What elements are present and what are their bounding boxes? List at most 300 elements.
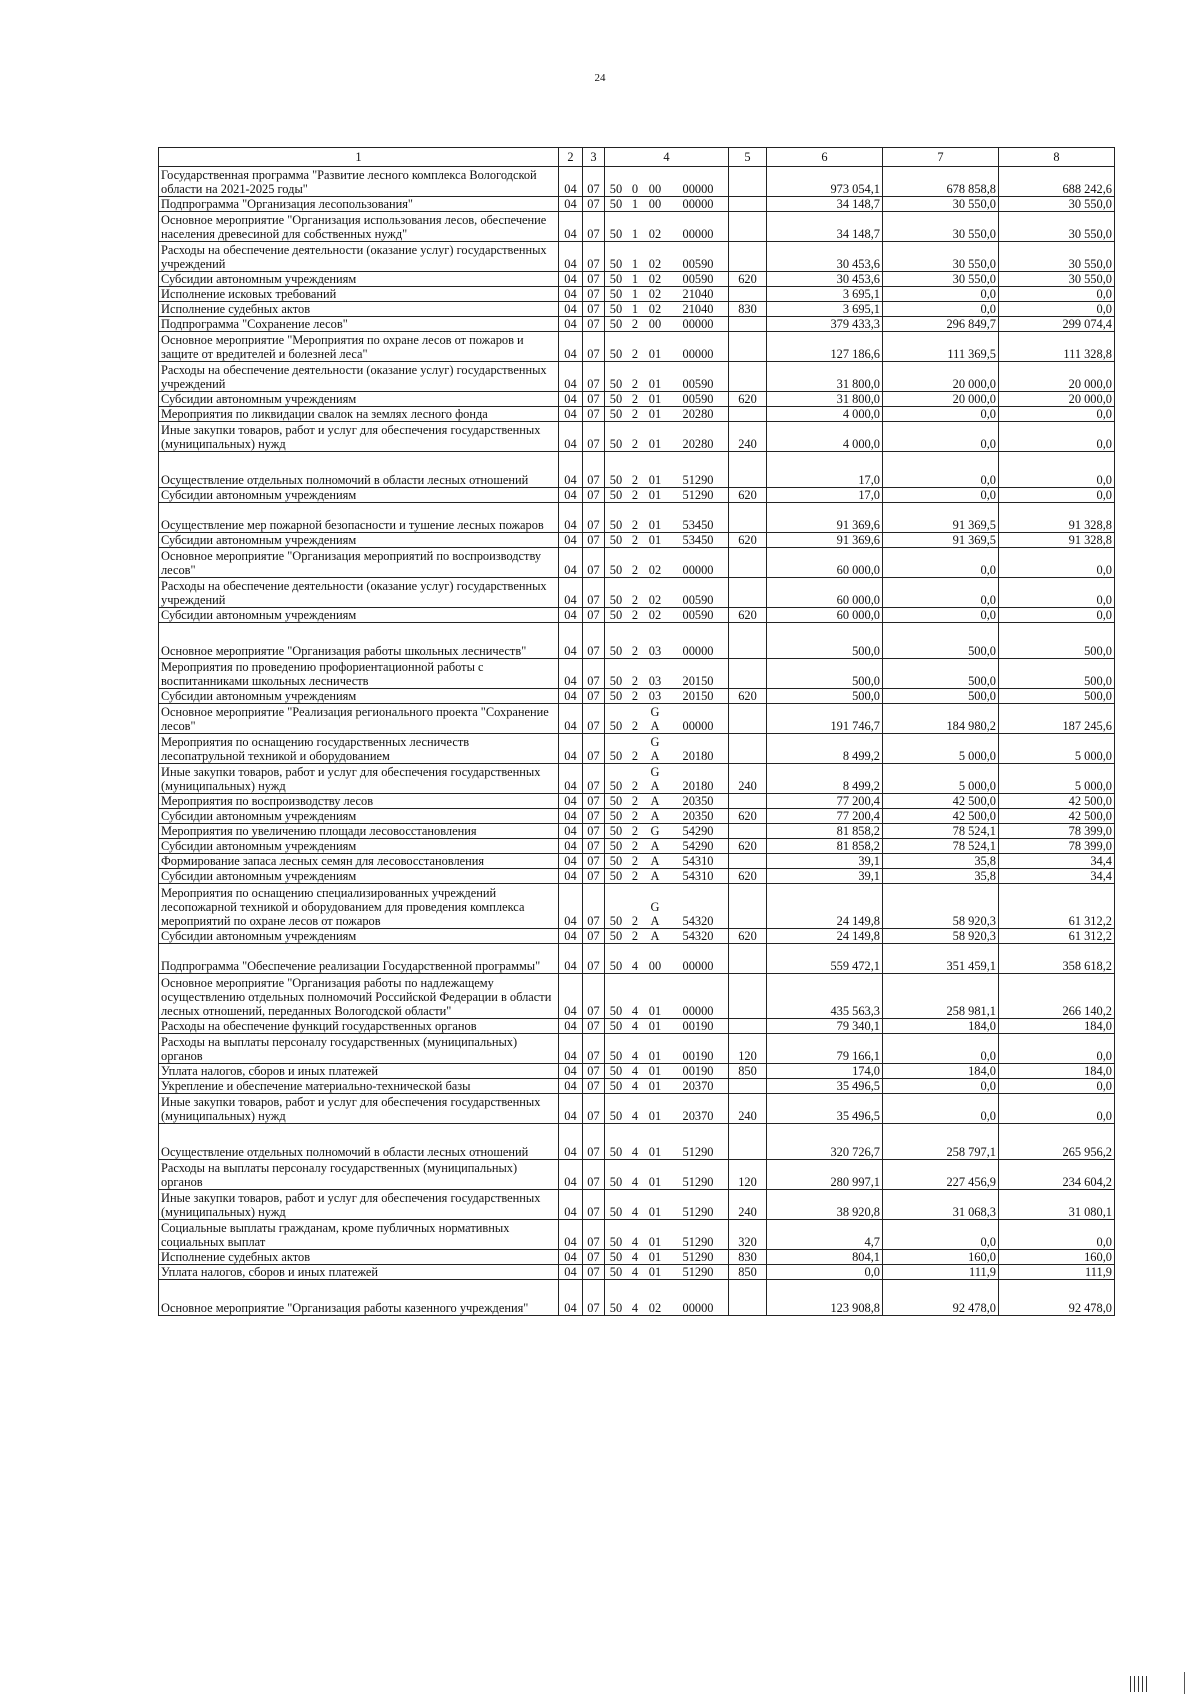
subsection-code-cell: 07 [583, 1265, 605, 1280]
target-article-code [605, 1265, 728, 1279]
event-code-value: 01 [648, 1265, 662, 1279]
subsection-code-cell: 07 [583, 422, 605, 452]
table-row [159, 503, 1115, 533]
amount-1-cell: 79 340,1 [767, 1019, 883, 1034]
event-code [643, 197, 667, 211]
row-name-cell: Осуществление отдельных полномочий в области лесных отношений [159, 1124, 559, 1160]
section-code-cell: 04 [559, 1064, 583, 1079]
direction-code: 00190 [682, 1019, 714, 1033]
direction-code: 00190 [682, 1064, 714, 1078]
subprogram-code: 1 [631, 227, 639, 241]
table-row [159, 167, 1115, 197]
program-code: 50 [609, 197, 623, 211]
event-code [643, 735, 667, 763]
table-row [159, 944, 1115, 974]
event-code-value: 01 [648, 347, 662, 361]
target-article-code [605, 593, 728, 607]
event-code-value: 01 [648, 473, 662, 487]
section-code-cell: 04 [559, 1079, 583, 1094]
event-code-value: 02 [648, 593, 662, 607]
subprogram-code: 2 [631, 689, 639, 703]
scan-edge-mark [1184, 1672, 1185, 1694]
header-cell-amount-2: 7 [883, 148, 999, 167]
subsection-code-cell: 07 [583, 794, 605, 809]
target-article-cell [605, 302, 729, 317]
row-name-cell: Мероприятия по оснащению государственных лесничеств лесопатрульной техникой и оборудованием [159, 734, 559, 764]
event-code-value: 01 [648, 518, 662, 532]
table-row [159, 608, 1115, 623]
amount-3-cell: 30 550,0 [999, 197, 1115, 212]
target-article-cell [605, 287, 729, 302]
direction-code: 00000 [682, 197, 714, 211]
amount-1-cell: 3 695,1 [767, 302, 883, 317]
expense-type-cell [729, 884, 767, 929]
target-article-code [605, 809, 728, 823]
row-name-cell: Осуществление мер пожарной безопасности и тушение лесных пожаров [159, 503, 559, 533]
amount-1-cell: 4 000,0 [767, 407, 883, 422]
program-code: 50 [609, 287, 623, 301]
table-row [159, 659, 1115, 689]
direction-code: 20150 [682, 674, 714, 688]
expense-type-cell [729, 548, 767, 578]
amount-1-cell: 500,0 [767, 623, 883, 659]
row-name-cell: Исполнение судебных актов [159, 302, 559, 317]
program-code: 50 [609, 227, 623, 241]
table-row [159, 854, 1115, 869]
subsection-code-cell: 07 [583, 869, 605, 884]
expense-type-cell: 240 [729, 422, 767, 452]
target-article-code [605, 765, 728, 793]
event-code-value: 00 [648, 959, 662, 973]
expense-type-cell [729, 1280, 767, 1316]
amount-3-cell: 0,0 [999, 302, 1115, 317]
row-name-cell: Основное мероприятие "Мероприятия по охране лесов от пожаров и защите от вредителей и болезней леса" [159, 332, 559, 362]
target-article-code [605, 533, 728, 547]
target-article-cell [605, 929, 729, 944]
amount-1-cell: 81 858,2 [767, 839, 883, 854]
event-code-value: 01 [648, 1175, 662, 1189]
event-code [643, 644, 667, 658]
event-code [643, 593, 667, 607]
row-name-cell: Субсидии автономным учреждениям [159, 272, 559, 287]
direction-code: 20350 [682, 794, 714, 808]
amount-3-cell: 111 328,8 [999, 332, 1115, 362]
row-name-cell: Осуществление отдельных полномочий в области лесных отношений [159, 452, 559, 488]
program-code: 50 [609, 593, 623, 607]
amount-1-cell: 3 695,1 [767, 287, 883, 302]
table-row [159, 764, 1115, 794]
expense-type-cell: 620 [729, 839, 767, 854]
target-article-code [605, 608, 728, 622]
program-code: 50 [609, 1079, 623, 1093]
amount-3-cell: 5 000,0 [999, 764, 1115, 794]
target-article-cell [605, 1124, 729, 1160]
section-code-cell: 04 [559, 242, 583, 272]
subprogram-code: 4 [631, 1049, 639, 1063]
expense-type-cell [729, 974, 767, 1019]
direction-code: 54320 [682, 914, 714, 928]
subprogram-code: 2 [631, 593, 639, 607]
target-article-code [605, 705, 728, 733]
amount-2-cell: 0,0 [883, 1220, 999, 1250]
expense-type-cell [729, 317, 767, 332]
event-code [643, 869, 667, 883]
section-code-cell: 04 [559, 659, 583, 689]
target-article-code [605, 317, 728, 331]
target-article-code [605, 377, 728, 391]
subprogram-code: 2 [631, 779, 639, 793]
amount-2-cell: 227 456,9 [883, 1160, 999, 1190]
target-article-cell [605, 1160, 729, 1190]
amount-1-cell: 127 186,6 [767, 332, 883, 362]
amount-2-cell: 258 981,1 [883, 974, 999, 1019]
amount-3-cell: 184,0 [999, 1019, 1115, 1034]
amount-3-cell: 160,0 [999, 1250, 1115, 1265]
amount-3-cell: 187 245,6 [999, 704, 1115, 734]
event-code [643, 824, 667, 838]
expense-type-cell: 830 [729, 1250, 767, 1265]
section-code-cell: 04 [559, 1190, 583, 1220]
row-name-cell: Иные закупки товаров, работ и услуг для обеспечения государственных (муниципальных) нужд [159, 422, 559, 452]
event-code [643, 473, 667, 487]
expense-type-cell [729, 212, 767, 242]
program-code: 50 [609, 488, 623, 502]
amount-2-cell: 58 920,3 [883, 884, 999, 929]
event-code-value: 01 [648, 1205, 662, 1219]
table-body [159, 167, 1115, 1316]
program-code: 50 [609, 824, 623, 838]
amount-3-cell: 500,0 [999, 659, 1115, 689]
target-article-cell [605, 422, 729, 452]
expense-type-cell: 620 [729, 392, 767, 407]
event-code-value: 01 [648, 392, 662, 406]
amount-1-cell: 4,7 [767, 1220, 883, 1250]
table-row [159, 548, 1115, 578]
subprogram-code: 2 [631, 809, 639, 823]
direction-code: 20350 [682, 809, 714, 823]
amount-3-cell: 0,0 [999, 422, 1115, 452]
amount-2-cell: 296 849,7 [883, 317, 999, 332]
event-code-value: 01 [648, 1109, 662, 1123]
program-code: 50 [609, 779, 623, 793]
amount-3-cell: 0,0 [999, 407, 1115, 422]
subprogram-code: 2 [631, 719, 639, 733]
target-article-cell [605, 1190, 729, 1220]
target-article-cell [605, 167, 729, 197]
direction-code: 51290 [682, 1235, 714, 1249]
program-code: 50 [609, 1265, 623, 1279]
direction-code: 00000 [682, 1301, 714, 1315]
event-code-value: 02 [648, 563, 662, 577]
program-code: 50 [609, 674, 623, 688]
target-article-cell [605, 548, 729, 578]
event-code-value: 00 [648, 182, 662, 196]
amount-1-cell: 30 453,6 [767, 272, 883, 287]
direction-code: 54290 [682, 839, 714, 853]
subsection-code-cell: 07 [583, 944, 605, 974]
subsection-code-cell: 07 [583, 197, 605, 212]
program-code: 50 [609, 563, 623, 577]
subsection-code-cell: 07 [583, 452, 605, 488]
event-code [643, 1049, 667, 1063]
event-code [643, 1064, 667, 1078]
target-article-cell [605, 488, 729, 503]
row-name-cell: Уплата налогов, сборов и иных платежей [159, 1265, 559, 1280]
subsection-code-cell: 07 [583, 533, 605, 548]
target-article-code [605, 257, 728, 271]
amount-2-cell: 111 369,5 [883, 332, 999, 362]
section-code-cell: 04 [559, 734, 583, 764]
amount-2-cell: 0,0 [883, 548, 999, 578]
program-code: 50 [609, 182, 623, 196]
amount-2-cell: 0,0 [883, 407, 999, 422]
event-code-value: 01 [648, 377, 662, 391]
amount-2-cell: 0,0 [883, 302, 999, 317]
amount-1-cell: 77 200,4 [767, 794, 883, 809]
subsection-code-cell: 07 [583, 1190, 605, 1220]
table-row [159, 884, 1115, 929]
amount-3-cell: 358 618,2 [999, 944, 1115, 974]
amount-1-cell: 24 149,8 [767, 884, 883, 929]
amount-3-cell: 111,9 [999, 1265, 1115, 1280]
target-article-cell [605, 824, 729, 839]
section-code-cell: 04 [559, 503, 583, 533]
expense-type-cell: 320 [729, 1220, 767, 1250]
row-name-cell: Расходы на обеспечение деятельности (оказание услуг) государственных учреждений [159, 578, 559, 608]
row-name-cell: Субсидии автономным учреждениям [159, 689, 559, 704]
event-code [643, 1235, 667, 1249]
direction-code: 00000 [682, 347, 714, 361]
expense-type-cell [729, 824, 767, 839]
header-cell-target-article: 4 [605, 148, 729, 167]
row-name-cell: Расходы на обеспечение функций государственных органов [159, 1019, 559, 1034]
amount-1-cell: 379 433,3 [767, 317, 883, 332]
event-code [643, 317, 667, 331]
section-code-cell: 04 [559, 839, 583, 854]
target-article-code [605, 473, 728, 487]
program-code: 50 [609, 302, 623, 316]
target-article-cell [605, 317, 729, 332]
row-name-cell: Субсидии автономным учреждениям [159, 488, 559, 503]
amount-1-cell: 4 000,0 [767, 422, 883, 452]
table-row [159, 488, 1115, 503]
program-code: 50 [609, 749, 623, 763]
direction-code: 53450 [682, 518, 714, 532]
amount-3-cell: 34,4 [999, 869, 1115, 884]
amount-2-cell: 20 000,0 [883, 392, 999, 407]
subprogram-code: 4 [631, 1079, 639, 1093]
amount-3-cell: 5 000,0 [999, 734, 1115, 764]
target-article-cell [605, 623, 729, 659]
amount-2-cell: 20 000,0 [883, 362, 999, 392]
section-code-cell: 04 [559, 548, 583, 578]
event-code [643, 929, 667, 943]
amount-1-cell: 30 453,6 [767, 242, 883, 272]
amount-3-cell: 42 500,0 [999, 794, 1115, 809]
amount-1-cell: 79 166,1 [767, 1034, 883, 1064]
target-article-cell [605, 1094, 729, 1124]
amount-2-cell: 92 478,0 [883, 1280, 999, 1316]
subsection-code-cell: 07 [583, 407, 605, 422]
table-row [159, 734, 1115, 764]
expense-type-cell: 240 [729, 1190, 767, 1220]
section-code-cell: 04 [559, 794, 583, 809]
event-code-value: 01 [648, 407, 662, 421]
table-row [159, 839, 1115, 854]
table-row [159, 302, 1115, 317]
amount-1-cell: 0,0 [767, 1265, 883, 1280]
row-name-cell: Субсидии автономным учреждениям [159, 809, 559, 824]
direction-code: 20180 [682, 749, 714, 763]
event-code [643, 227, 667, 241]
expense-type-cell [729, 704, 767, 734]
subsection-code-cell: 07 [583, 659, 605, 689]
event-code-value: 01 [648, 1145, 662, 1159]
target-article-cell [605, 1034, 729, 1064]
target-article-cell [605, 809, 729, 824]
expense-type-cell: 120 [729, 1034, 767, 1064]
amount-2-cell: 0,0 [883, 1079, 999, 1094]
subsection-code-cell: 07 [583, 488, 605, 503]
target-article-cell [605, 392, 729, 407]
table-row [159, 1019, 1115, 1034]
direction-code: 54310 [682, 854, 714, 868]
direction-code: 00000 [682, 317, 714, 331]
event-code [643, 839, 667, 853]
subprogram-code: 4 [631, 1019, 639, 1033]
program-code: 50 [609, 272, 623, 286]
event-code [643, 533, 667, 547]
amount-1-cell: 34 148,7 [767, 212, 883, 242]
program-code: 50 [609, 1250, 623, 1264]
amount-2-cell: 31 068,3 [883, 1190, 999, 1220]
budget-table [158, 147, 1115, 1316]
row-name-cell: Мероприятия по оснащению специализированных учреждений лесопожарной техникой и оборудованием для проведения комплекса мероприятий по охране лесов от пожаров [159, 884, 559, 929]
target-article-cell [605, 578, 729, 608]
event-code-value: 01 [648, 1250, 662, 1264]
program-code: 50 [609, 719, 623, 733]
target-article-code [605, 1049, 728, 1063]
subprogram-code: 2 [631, 608, 639, 622]
event-code-value: 02 [648, 257, 662, 271]
target-article-code [605, 437, 728, 451]
section-code-cell: 04 [559, 1250, 583, 1265]
event-code-superscript: G [650, 735, 660, 749]
direction-code: 00190 [682, 1049, 714, 1063]
subprogram-code: 2 [631, 929, 639, 943]
subsection-code-cell: 07 [583, 1280, 605, 1316]
expense-type-cell [729, 623, 767, 659]
subprogram-code: 2 [631, 914, 639, 928]
direction-code: 00000 [682, 182, 714, 196]
expense-type-cell [729, 1079, 767, 1094]
subprogram-code: 1 [631, 257, 639, 271]
subprogram-code: 4 [631, 959, 639, 973]
program-code: 50 [609, 809, 623, 823]
amount-3-cell: 92 478,0 [999, 1280, 1115, 1316]
subsection-code-cell: 07 [583, 1019, 605, 1034]
amount-2-cell: 35,8 [883, 869, 999, 884]
subsection-code-cell: 07 [583, 332, 605, 362]
amount-1-cell: 91 369,6 [767, 533, 883, 548]
event-code [643, 809, 667, 823]
amount-3-cell: 0,0 [999, 1220, 1115, 1250]
amount-2-cell: 678 858,8 [883, 167, 999, 197]
header-cell-name: 1 [159, 148, 559, 167]
section-code-cell: 04 [559, 197, 583, 212]
amount-1-cell: 500,0 [767, 659, 883, 689]
target-article-cell [605, 608, 729, 623]
target-article-code [605, 1004, 728, 1018]
subprogram-code: 1 [631, 287, 639, 301]
amount-3-cell: 0,0 [999, 1094, 1115, 1124]
expense-type-cell [729, 242, 767, 272]
row-name-cell: Расходы на выплаты персоналу государственных (муниципальных) органов [159, 1160, 559, 1190]
amount-2-cell: 78 524,1 [883, 824, 999, 839]
direction-code: 51290 [682, 473, 714, 487]
section-code-cell: 04 [559, 1034, 583, 1064]
amount-2-cell: 30 550,0 [883, 242, 999, 272]
direction-code: 20280 [682, 437, 714, 451]
direction-code: 00590 [682, 377, 714, 391]
subsection-code-cell: 07 [583, 1064, 605, 1079]
direction-code: 20180 [682, 779, 714, 793]
expense-type-cell: 240 [729, 764, 767, 794]
subprogram-code: 4 [631, 1145, 639, 1159]
row-name-cell: Иные закупки товаров, работ и услуг для обеспечения государственных (муниципальных) нужд [159, 1094, 559, 1124]
amount-3-cell: 0,0 [999, 548, 1115, 578]
program-code: 50 [609, 317, 623, 331]
table-row [159, 824, 1115, 839]
subsection-code-cell: 07 [583, 1034, 605, 1064]
subprogram-code: 1 [631, 272, 639, 286]
expense-type-cell [729, 167, 767, 197]
amount-3-cell: 30 550,0 [999, 272, 1115, 287]
amount-2-cell: 258 797,1 [883, 1124, 999, 1160]
event-code-value: 03 [648, 689, 662, 703]
target-article-cell [605, 503, 729, 533]
direction-code: 00590 [682, 272, 714, 286]
table-row [159, 1280, 1115, 1316]
expense-type-cell: 620 [729, 533, 767, 548]
target-article-code [605, 1205, 728, 1219]
event-code [643, 437, 667, 451]
amount-2-cell: 0,0 [883, 488, 999, 503]
event-code-value: 03 [648, 644, 662, 658]
amount-2-cell: 0,0 [883, 608, 999, 623]
program-code: 50 [609, 959, 623, 973]
table-row [159, 1094, 1115, 1124]
subsection-code-cell: 07 [583, 392, 605, 407]
event-code [643, 900, 667, 928]
target-article-cell [605, 533, 729, 548]
section-code-cell: 04 [559, 488, 583, 503]
row-name-cell: Основное мероприятие "Организация работы по надлежащему осуществлению отдельных полномочий Российской Федерации в области лесных отношений, переданных Вологодской области" [159, 974, 559, 1019]
row-name-cell: Мероприятия по проведению профориентационной работы с воспитанниками школьных лесничеств [159, 659, 559, 689]
section-code-cell: 04 [559, 854, 583, 869]
subsection-code-cell: 07 [583, 167, 605, 197]
amount-1-cell: 35 496,5 [767, 1094, 883, 1124]
amount-1-cell: 35 496,5 [767, 1079, 883, 1094]
row-name-cell: Основное мероприятие "Организация мероприятий по воспроизводству лесов" [159, 548, 559, 578]
target-article-code [605, 1079, 728, 1093]
event-code [643, 705, 667, 733]
subprogram-code: 2 [631, 518, 639, 532]
table-row [159, 1265, 1115, 1280]
direction-code: 51290 [682, 1265, 714, 1279]
direction-code: 51290 [682, 1175, 714, 1189]
section-code-cell: 04 [559, 1094, 583, 1124]
